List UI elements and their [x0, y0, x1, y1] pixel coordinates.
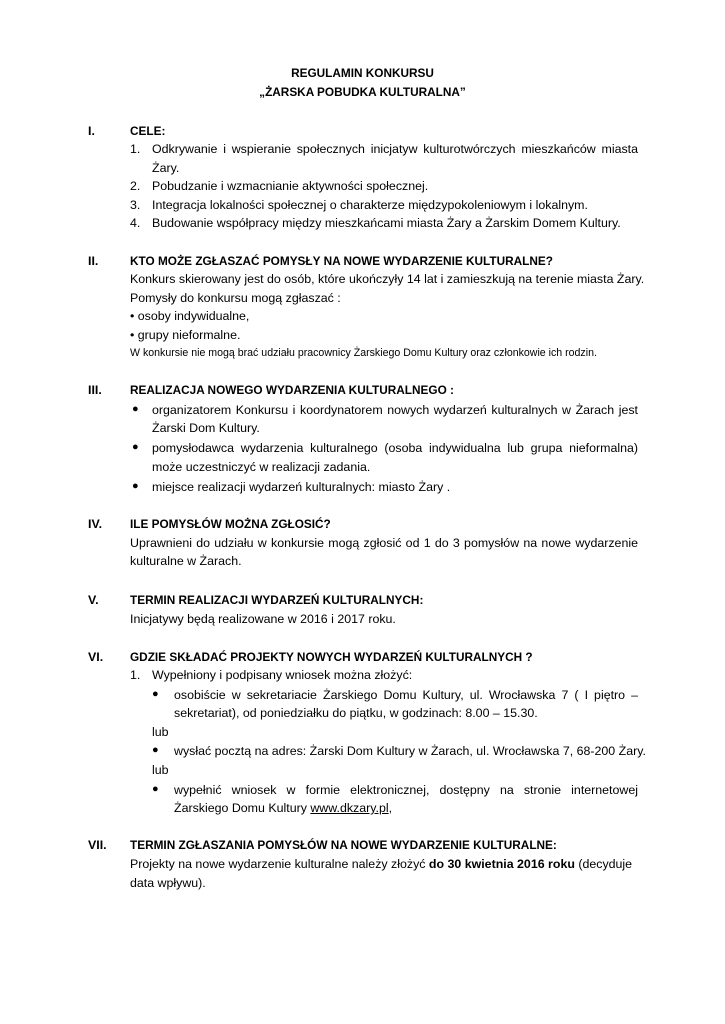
bullet-icon: ●	[132, 441, 139, 453]
list-item: wysłać pocztą na adres: Żarski Dom Kultury w Żarach, ul. Wrocławska 7, 68-200 Żary.	[174, 744, 646, 758]
list-item-cont: może uczestniczyć w realizacji zadania.	[152, 460, 371, 474]
list-item: Integracja lokalności społecznej o charakterze międzypokoleniowym i lokalnym.	[152, 198, 588, 212]
section-heading: GDZIE SKŁADAĆ PROJEKTY NOWYCH WYDARZEŃ KULTURALNYCH ?	[130, 650, 533, 664]
list-number: 3.	[130, 198, 141, 212]
bullet-icon: ●	[132, 403, 139, 415]
list-item: Pobudzanie i wzmacnianie aktywności społecznej.	[152, 179, 429, 193]
list-number: 4.	[130, 216, 141, 230]
paragraph-cont: data wpływu).	[130, 876, 206, 890]
website-link[interactable]: www.dkzary.pl	[310, 801, 389, 815]
list-number: 1.	[130, 668, 141, 682]
or-text: lub	[152, 763, 169, 777]
section-number: III.	[88, 383, 102, 397]
list-item: pomysłodawca wydarzenia kulturalnego (osoba indywidualna lub grupa nieformalna)	[152, 441, 638, 455]
section-heading: REALIZACJA NOWEGO WYDARZENIA KULTURALNEGO :	[130, 383, 454, 397]
list-item: wypełnić wniosek w formie elektronicznej, dostępny na stronie internetowej	[174, 783, 638, 797]
section-number: I.	[88, 124, 95, 138]
paragraph: Inicjatywy będą realizowane w 2016 i 2017 roku.	[130, 612, 396, 626]
section-number: IV.	[88, 517, 103, 531]
list-item-cont: Żary.	[152, 161, 180, 175]
list-item-cont: Żarski Dom Kultury.	[152, 421, 260, 435]
bullet-icon: ●	[132, 480, 139, 492]
doc-title: REGULAMIN KONKURSU	[291, 66, 434, 80]
section-heading: CELE:	[130, 124, 166, 138]
section-heading: TERMIN ZGŁASZANIA POMYSŁÓW NA NOWE WYDARZENIE KULTURALNE:	[130, 838, 557, 852]
bullet-icon: ●	[152, 744, 159, 756]
section-heading: KTO MOŻE ZGŁASZAĆ POMYSŁY NA NOWE WYDARZENIE KULTURALNE?	[130, 254, 553, 268]
paragraph: Uprawnieni do udziału w konkursie mogą zgłosić od 1 do 3 pomysłów na nowe wydarzenie	[130, 536, 638, 550]
list-item: Odkrywanie i wspieranie społecznych inicjatyw kulturotwórczych mieszkańców miasta	[152, 142, 638, 156]
list-item: osobiście w sekretariacie Żarskiego Domu Kultury, ul. Wrocławska 7 ( I piętro –	[174, 688, 638, 702]
list-item: organizatorem Konkursu i koordynatorem nowych wydarzeń kulturalnych w Żarach jest	[152, 403, 638, 417]
list-item: miejsce realizacji wydarzeń kulturalnych: miasto Żary .	[152, 480, 451, 494]
bullet-icon: ●	[152, 783, 159, 795]
section-number: II.	[88, 254, 99, 268]
punctuation: ,	[388, 801, 393, 815]
paragraph-text: Projekty na nowe wydarzenie kulturalne należy złożyć	[130, 857, 429, 871]
list-item-cont	[174, 801, 392, 815]
paragraph: Pomysły do konkursu mogą zgłaszać :	[130, 291, 341, 305]
list-item: • osoby indywidualne,	[130, 309, 250, 323]
list-item: Wypełniony i podpisany wniosek można złożyć:	[152, 668, 413, 682]
list-number: 1.	[130, 142, 141, 156]
section-heading: ILE POMYSŁÓW MOŻNA ZGŁOSIĆ?	[130, 517, 331, 531]
list-item: Budowanie współpracy między mieszkańcami miasta Żary a Żarskim Domem Kultury.	[152, 216, 621, 230]
contest-name: „ŻARSKA POBUDKA KULTURALNA”	[259, 85, 466, 99]
paragraph	[130, 857, 632, 871]
list-number: 2.	[130, 179, 141, 193]
list-item-text: Żarskiego Domu Kultury	[174, 801, 311, 815]
bullet-icon: ●	[152, 688, 159, 700]
section-heading: TERMIN REALIZACJI WYDARZEŃ KULTURALNYCH:	[130, 593, 424, 607]
section-number: V.	[88, 593, 99, 607]
deadline-date: do 30 kwietnia 2016 roku	[428, 857, 575, 871]
list-item-cont: sekretariat), od poniedziałku do piątku, w godzinach: 8.00 – 15.30.	[174, 706, 538, 720]
list-item: • grupy nieformalne.	[130, 328, 241, 342]
paragraph-text: (decyduje	[574, 857, 633, 871]
section-number: VII.	[88, 838, 107, 852]
paragraph: Konkurs skierowany jest do osób, które ukończyły 14 lat i zamieszkują na terenie miasta Żary.	[130, 272, 645, 286]
note: W konkursie nie mogą brać udziału pracownicy Żarskiego Domu Kultury oraz członkowie ich rodzin.	[130, 347, 597, 359]
section-number: VI.	[88, 650, 104, 664]
or-text: lub	[152, 725, 169, 739]
paragraph-cont: kulturalne w Żarach.	[130, 554, 242, 568]
